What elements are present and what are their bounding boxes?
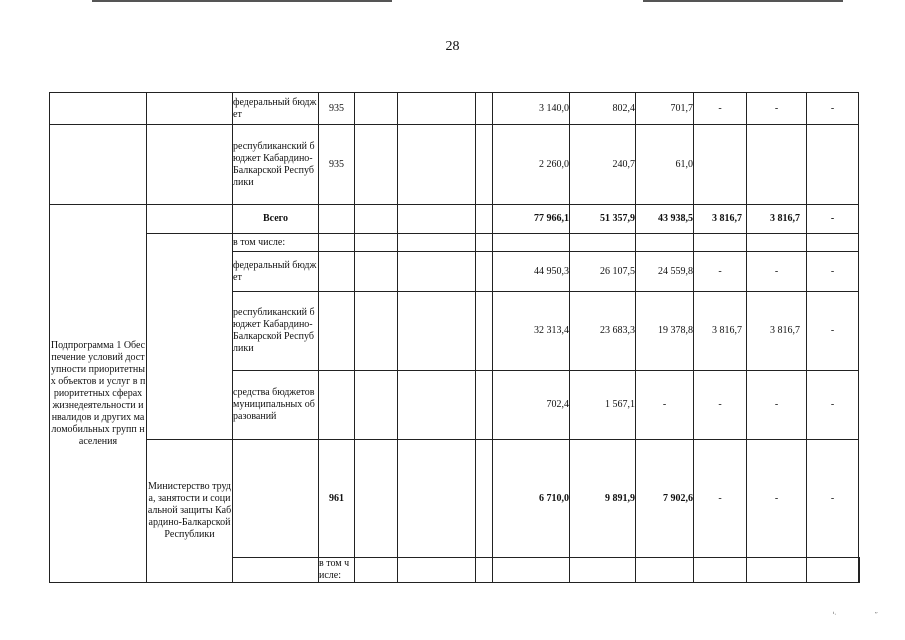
table-row-federal-budget	[50, 252, 860, 292]
value-cell: -	[694, 440, 747, 558]
empty-cell	[355, 292, 398, 371]
value-cell: -	[694, 371, 747, 440]
value-cell: 43 938,5	[636, 205, 694, 234]
scan-mark: ʹʹ	[875, 612, 878, 618]
value-cell	[807, 125, 859, 205]
value-cell: -	[747, 371, 807, 440]
empty-cell	[570, 558, 636, 583]
table-row-including	[50, 234, 860, 252]
empty-cell	[476, 558, 493, 583]
empty-cell	[747, 558, 807, 583]
source-cell	[233, 440, 319, 558]
empty-cell	[355, 252, 398, 292]
value-cell: -	[807, 205, 859, 234]
value-cell: 701,7	[636, 93, 694, 125]
code-cell: 961	[319, 440, 355, 558]
table-row-municipal-budgets	[50, 371, 860, 440]
empty-cell	[319, 234, 355, 252]
empty-cell	[476, 292, 493, 371]
empty-cell	[355, 558, 398, 583]
empty-cell	[493, 234, 570, 252]
empty-cell	[476, 252, 493, 292]
program-cell-empty	[50, 125, 147, 205]
empty-cell	[747, 234, 807, 252]
empty-cell	[694, 234, 747, 252]
value-cell: -	[807, 292, 859, 371]
empty-cell	[398, 234, 476, 252]
subprogram-name-cell: Подпрограмма 1 Обеспечение условий доступности приоритетных объектов и услуг в приоритетных сферах жизнедеятельности инвалидов и других маломобильных групп населения	[50, 205, 147, 583]
empty-cell	[398, 440, 476, 558]
empty-cell	[355, 93, 398, 125]
budget-table	[49, 92, 860, 583]
value-cell: -	[747, 440, 807, 558]
code-cell	[319, 252, 355, 292]
value-cell: 9 891,9	[570, 440, 636, 558]
source-cell: республиканский бюджет Кабардино-Балкарской Республики	[233, 292, 319, 371]
value-cell: 3 816,7	[747, 205, 807, 234]
executor-cell-empty	[147, 252, 233, 292]
value-cell: 3 816,7	[694, 292, 747, 371]
code-cell	[319, 371, 355, 440]
executor-cell-ministry: Министерство труда, занятости и социальной защиты Кабардино-Балкарской Республики	[147, 440, 233, 583]
value-cell: 3 816,7	[747, 292, 807, 371]
table-row-total	[50, 205, 860, 234]
value-cell: 3 816,7	[694, 205, 747, 234]
value-cell: 1 567,1	[570, 371, 636, 440]
source-cell-total: Всего	[233, 205, 319, 234]
empty-cell	[398, 371, 476, 440]
empty-cell	[355, 371, 398, 440]
empty-cell	[636, 234, 694, 252]
value-cell: 3 140,0	[493, 93, 570, 125]
code-cell: 935	[319, 93, 355, 125]
value-cell: 19 378,8	[636, 292, 694, 371]
scan-top-edge-right	[643, 0, 843, 2]
value-cell: 44 950,3	[493, 252, 570, 292]
empty-cell	[398, 93, 476, 125]
value-cell: -	[807, 371, 859, 440]
value-cell: -	[807, 93, 859, 125]
empty-cell	[694, 558, 747, 583]
code-cell: 935	[319, 125, 355, 205]
empty-cell	[398, 292, 476, 371]
empty-cell	[476, 93, 493, 125]
empty-cell	[355, 234, 398, 252]
program-cell-empty	[50, 93, 147, 125]
scan-top-edge-left	[92, 0, 392, 2]
executor-cell-empty	[147, 125, 233, 205]
value-cell: 7 902,6	[636, 440, 694, 558]
value-cell: 240,7	[570, 125, 636, 205]
including-label: в том числе:	[319, 558, 355, 583]
value-cell	[747, 125, 807, 205]
executor-cell-empty	[147, 205, 233, 234]
code-cell	[319, 292, 355, 371]
scan-mark: ⁱ·	[833, 612, 837, 618]
empty-cell	[859, 558, 860, 583]
value-cell: -	[747, 93, 807, 125]
value-cell: -	[747, 252, 807, 292]
empty-cell	[476, 234, 493, 252]
including-label: в том числе:	[233, 234, 319, 252]
executor-cell-empty	[147, 234, 233, 252]
empty-cell	[476, 205, 493, 234]
value-cell: 2 260,0	[493, 125, 570, 205]
value-cell: -	[694, 252, 747, 292]
executor-cell-empty	[147, 93, 233, 125]
table-row-ministry	[50, 440, 860, 558]
value-cell: 802,4	[570, 93, 636, 125]
executor-cell-empty	[147, 292, 233, 371]
value-cell: 26 107,5	[570, 252, 636, 292]
empty-cell	[636, 558, 694, 583]
empty-cell	[398, 125, 476, 205]
empty-cell	[476, 125, 493, 205]
program-cell-empty	[233, 558, 319, 583]
value-cell: 32 313,4	[493, 292, 570, 371]
empty-cell	[355, 440, 398, 558]
empty-cell	[355, 125, 398, 205]
table-row-federal-budget-top	[50, 93, 860, 125]
source-cell: республиканский бюджет Кабардино-Балкарской Республики	[233, 125, 319, 205]
empty-cell	[570, 234, 636, 252]
empty-cell	[807, 558, 859, 583]
value-cell: -	[694, 93, 747, 125]
value-cell: 61,0	[636, 125, 694, 205]
empty-cell	[355, 205, 398, 234]
value-cell: -	[807, 252, 859, 292]
table-row-republic-budget-top	[50, 125, 860, 205]
empty-cell	[398, 205, 476, 234]
empty-cell	[398, 252, 476, 292]
value-cell: 702,4	[493, 371, 570, 440]
source-cell: федеральный бюджет	[233, 252, 319, 292]
source-cell: средства бюджетов муниципальных образований	[233, 371, 319, 440]
value-cell	[694, 125, 747, 205]
value-cell: -	[636, 371, 694, 440]
empty-cell	[476, 371, 493, 440]
empty-cell	[807, 234, 859, 252]
value-cell: 24 559,8	[636, 252, 694, 292]
value-cell: 6 710,0	[493, 440, 570, 558]
value-cell: 77 966,1	[493, 205, 570, 234]
executor-cell-empty	[147, 371, 233, 440]
code-cell	[319, 205, 355, 234]
source-cell: федеральный бюджет	[233, 93, 319, 125]
table-row-republic-budget	[50, 292, 860, 371]
value-cell: 51 357,9	[570, 205, 636, 234]
value-cell: -	[807, 440, 859, 558]
empty-cell	[398, 558, 476, 583]
value-cell: 23 683,3	[570, 292, 636, 371]
page-number: 28	[445, 39, 460, 54]
empty-cell	[493, 558, 570, 583]
empty-cell	[476, 440, 493, 558]
